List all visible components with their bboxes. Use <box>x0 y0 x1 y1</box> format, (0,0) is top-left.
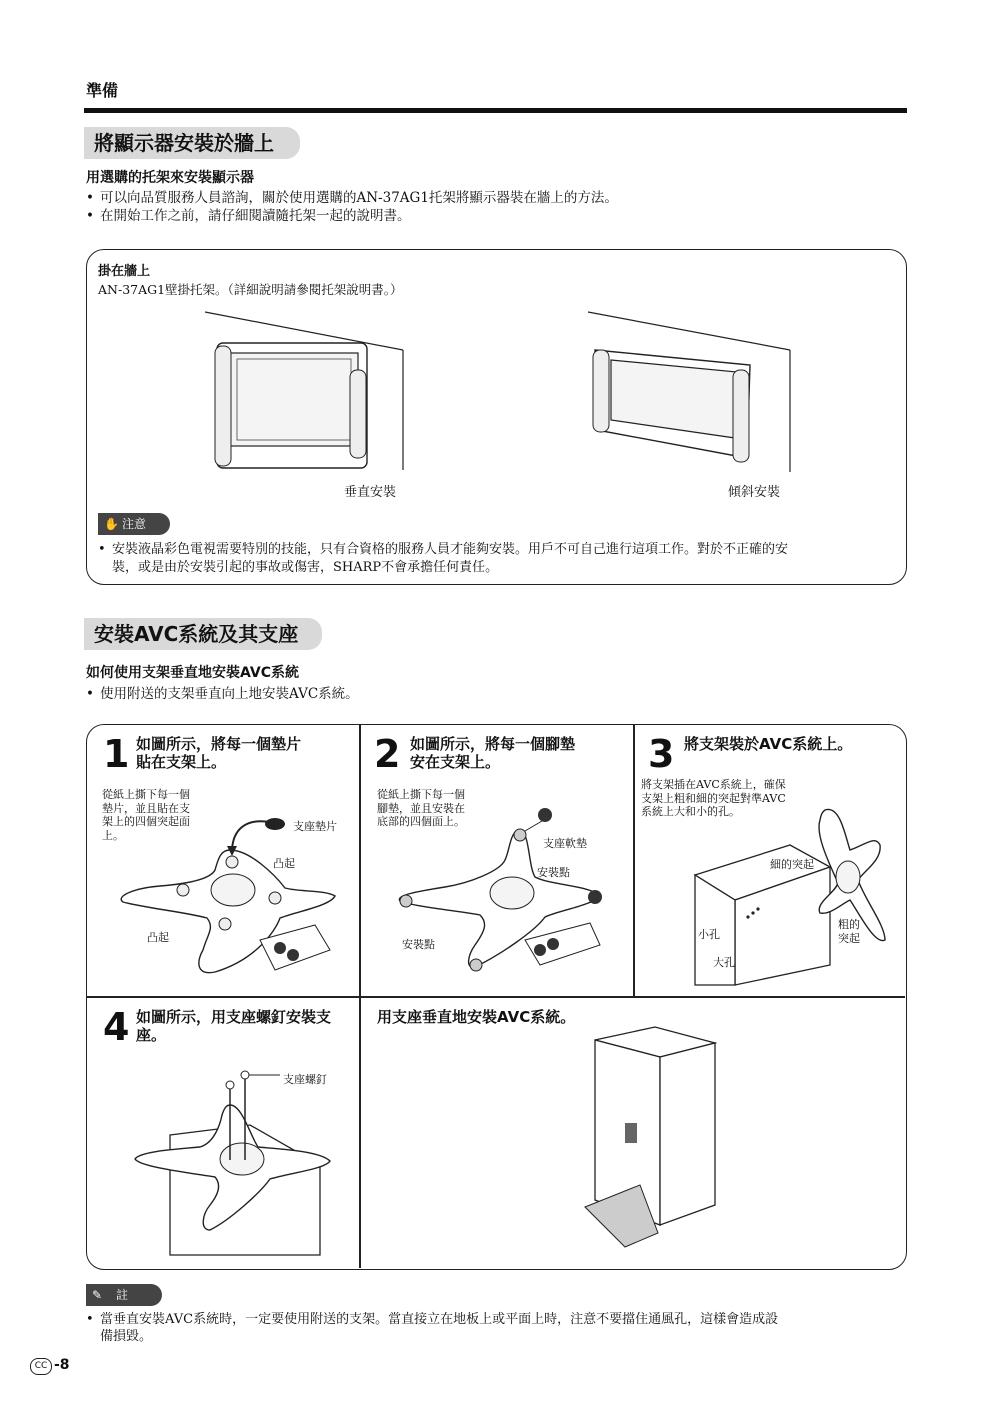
step-1-label-pad: 支座墊片 <box>293 820 337 833</box>
header-rule <box>84 108 907 113</box>
label-tilt: 傾斜安裝 <box>728 485 781 500</box>
wall-bullet-1: • 可以向品質服務人員諮詢，關於使用選購的AN-37AG1托架將顯示器裝在牆上的方法。 <box>86 190 618 206</box>
hand-icon: ✋ <box>104 517 119 531</box>
step-2-desc: 從紙上撕下每一個 腳墊，並且安裝在 底部的四個面上。 <box>377 788 465 828</box>
step-3-label-thick-1: 粗的 <box>838 918 860 931</box>
wall-section-title: 將顯示器安裝於牆上 <box>84 127 300 159</box>
step-4-title-1: 如圖所示，用支座螺釘安裝支 <box>136 1008 332 1026</box>
note-label: 註 <box>116 1288 129 1302</box>
avc-upright-illustration <box>580 1025 730 1255</box>
step-2-number: 2 <box>374 732 401 776</box>
lang-badge: CC <box>30 1358 52 1375</box>
step-2-label-point2: 安裝點 <box>402 938 435 951</box>
step-3-desc: 將支架插在AVC系統上，確保 支架上粗和細的突起對準AVC 系統上大和小的孔。 <box>641 778 786 818</box>
page-number: -8 <box>54 1357 70 1373</box>
divider-h <box>87 996 905 998</box>
step-1-desc: 從紙上撕下每一個 墊片，並且貼在支 架上的四個突起面 上。 <box>102 788 190 842</box>
vertical-mount-illustration <box>200 310 410 480</box>
step-4-title-2: 座。 <box>136 1026 167 1044</box>
final-caption: 用支座垂直地安裝AVC系統。 <box>377 1008 576 1026</box>
tilt-mount-illustration <box>585 310 795 480</box>
step-2-illustration <box>390 805 620 980</box>
caution-line-2: 裝，或是由於安裝引起的事故或傷害，SHARP不會承擔任何責任。 <box>112 560 499 575</box>
avc-subtitle: 如何使用支架垂直地安裝AVC系統 <box>86 665 299 681</box>
step-2-label-foot: 支座軟墊 <box>543 837 587 850</box>
note-line-2: 備損毀。 <box>100 1329 153 1344</box>
step-4-number: 4 <box>103 1005 130 1049</box>
step-3-label-thick-2: 突起 <box>838 932 860 945</box>
step-1-title-1: 如圖所示，將每一個墊片 <box>136 735 302 753</box>
caution-line-1: • 安裝液晶彩色電視需要特別的技能，只有合資格的服務人員才能夠安裝。用戶不可自己進行這項工作。對於不正確的安 <box>98 542 789 557</box>
divider-v2 <box>633 725 635 997</box>
note-line-1: • 當垂直安裝AVC系統時，一定要使用附送的支架。當直接立在地板上或平面上時，注意不要擋住通風孔，這樣會造成設 <box>86 1312 779 1327</box>
step-3-number: 3 <box>648 732 675 776</box>
step-4-label-screw: 支座螺釘 <box>283 1073 327 1086</box>
step-3-title: 將支架裝於AVC系統上。 <box>684 735 853 753</box>
step-2-title-2: 安在支架上。 <box>410 753 501 771</box>
wall-box-desc: AN-37AG1壁掛托架。（詳細說明請參閱托架說明書。） <box>98 282 403 297</box>
caution-badge <box>98 513 170 535</box>
step-1-number: 1 <box>103 732 130 776</box>
wall-subtitle: 用選購的托架來安裝顯示器 <box>86 170 254 186</box>
wall-bullet-2: • 在開始工作之前，請仔細閱讀隨托架一起的說明書。 <box>86 208 411 224</box>
step-2-title-1: 如圖所示，將每一個腳墊 <box>410 735 576 753</box>
step-1-title-2: 貼在支架上。 <box>136 753 227 771</box>
step-3-label-thin: 細的突起 <box>770 858 814 871</box>
step-1-label-bump2: 凸起 <box>147 931 169 944</box>
step-1-illustration <box>115 810 355 985</box>
step-3-label-small-hole: 小孔 <box>698 928 720 941</box>
step-3-label-big-hole: 大孔 <box>713 956 735 969</box>
avc-bullet: • 使用附送的支架垂直向上地安裝AVC系統。 <box>86 686 359 702</box>
note-badge <box>86 1284 162 1306</box>
paperclip-icon: ✎ <box>92 1288 103 1302</box>
step-1-label-bump1: 凸起 <box>273 857 295 870</box>
wall-box-heading: 掛在牆上 <box>98 264 151 279</box>
section-header: 準備 <box>86 81 119 100</box>
label-vertical: 垂直安裝 <box>344 485 397 500</box>
caution-label: 注意 <box>122 517 147 531</box>
step-2-label-point1: 安裝點 <box>537 866 570 879</box>
avc-section-title: 安裝AVC系統及其支座 <box>84 618 322 650</box>
